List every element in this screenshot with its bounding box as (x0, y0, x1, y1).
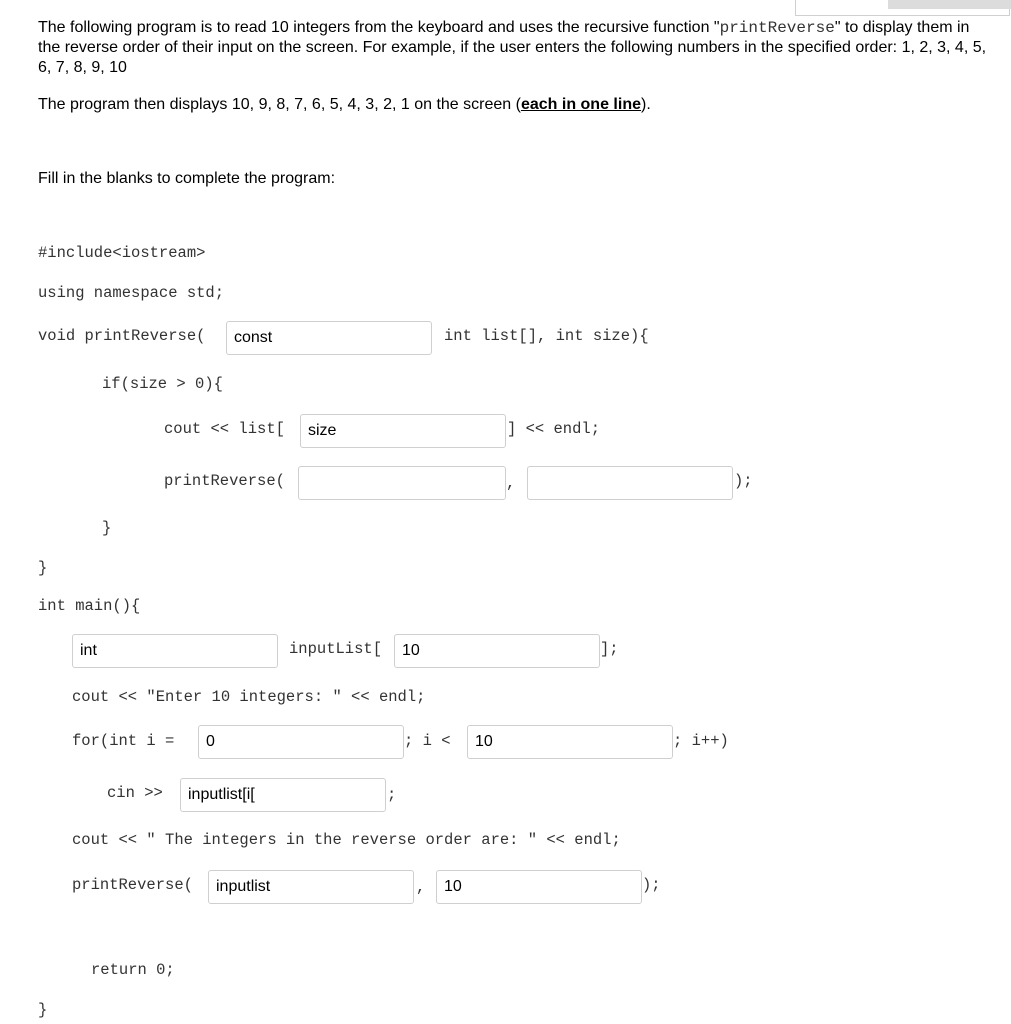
code-func-decl-post: int list[], int size){ (444, 327, 649, 345)
blank-3-input[interactable] (298, 466, 506, 500)
question-output (38, 95, 988, 115)
code-using: using namespace std; (38, 284, 225, 302)
code-for-mid: ; i < (404, 732, 451, 750)
code-cout-enter: cout << "Enter 10 integers: " << endl; (72, 688, 426, 706)
code-main-decl: int main(){ (38, 597, 141, 615)
code-close-if: } (102, 519, 112, 537)
code-call-pre: printReverse( (72, 876, 193, 894)
code-func-decl-pre: void printReverse( (38, 327, 206, 345)
intro-text-1: The following program is to read 10 integers from the keyboard and uses the recursive function " (38, 19, 720, 36)
question-intro (38, 18, 988, 78)
code-cout-post: ] << endl; (507, 420, 601, 438)
output-text-2: ). (640, 96, 651, 113)
code-close-main: } (38, 1001, 48, 1019)
blank-5-input[interactable] (72, 634, 278, 668)
code-array-post: ]; (600, 640, 619, 658)
blank-9-input[interactable] (180, 778, 386, 812)
instruction: Fill in the blanks to complete the program: (38, 170, 336, 187)
scroll-track (888, 0, 1011, 9)
code-call-comma: , (416, 878, 426, 896)
code-for-post: ; i++) (673, 732, 729, 750)
blank-11-input[interactable] (436, 870, 642, 904)
output-emphasis: each in one line (520, 96, 641, 113)
code-rec-post: ); (734, 472, 753, 490)
code-return: return 0; (91, 961, 175, 979)
blank-7-input[interactable] (198, 725, 404, 759)
blank-6-input[interactable] (394, 634, 600, 668)
output-text-1: The program then displays 10, 9, 8, 7, 6, 5, 4, 3, 2, 1 on the screen ( (38, 96, 521, 113)
blank-10-input[interactable] (208, 870, 414, 904)
code-cout-reverse: cout << " The integers in the reverse order are: " << endl; (72, 831, 621, 849)
code-array-mid: inputList[ (289, 640, 383, 658)
blank-1-input[interactable] (226, 321, 432, 355)
code-rec-comma: , (506, 474, 516, 492)
blank-4-input[interactable] (527, 466, 733, 500)
code-rec-pre: printReverse( (164, 472, 285, 490)
code-if: if(size > 0){ (102, 375, 223, 393)
code-include: #include<iostream> (38, 244, 206, 262)
intro-text-2: " to display them in the reverse order of their input on the screen. For example, if the user enters the following numbers in the specified order: 1, 2, 3, 4, 5, 6, 7, 8, 9, 10 (38, 19, 987, 76)
code-call-post: ); (642, 876, 661, 894)
code-for-pre: for(int i = (72, 732, 175, 750)
code-cin-post: ; (387, 786, 397, 804)
code-cout-pre: cout << list[ (164, 420, 285, 438)
code-cin-pre: cin >> (107, 784, 163, 802)
blank-8-input[interactable] (467, 725, 673, 759)
function-name: printReverse (719, 19, 835, 37)
code-close-func: } (38, 559, 48, 577)
blank-2-input[interactable] (300, 414, 506, 448)
